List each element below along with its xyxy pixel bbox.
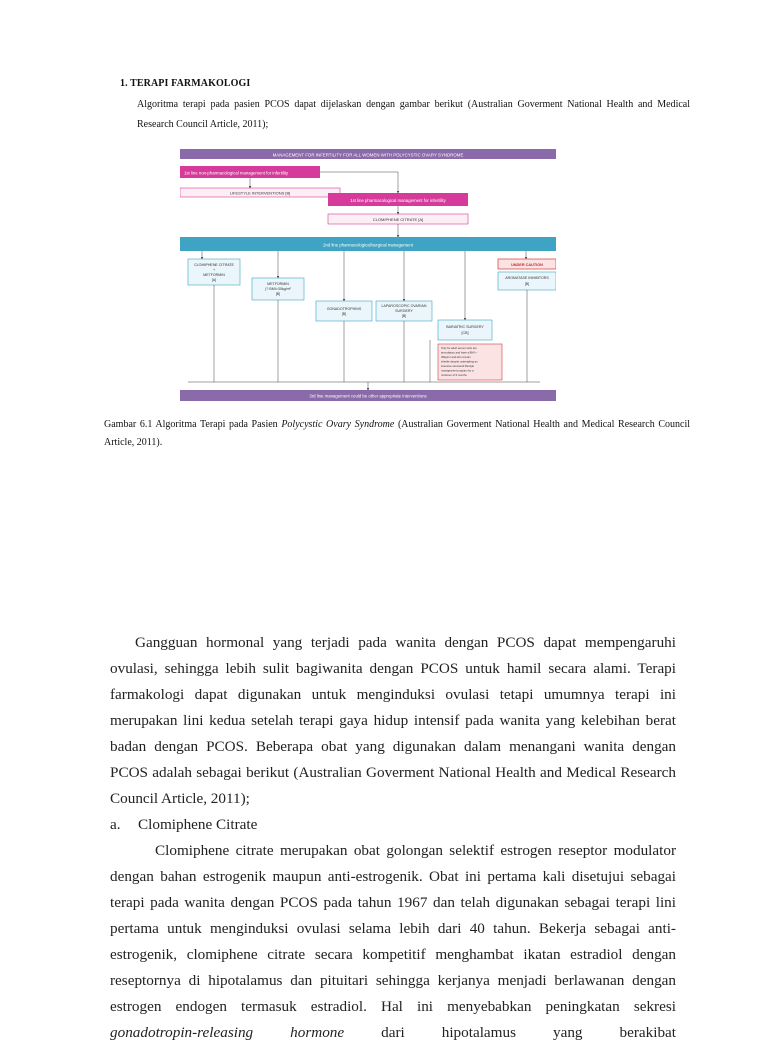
second-line-label: 2nd line pharmacological/surgical management — [323, 242, 413, 248]
p2-start: Clomiphene citrate merupakan obat golongan selektif estrogen reseptor modulator dengan bahan estrogenik maupun anti-estrogenik. Obat ini pertama kali disetujui sebagai terapi pada wanita dengan PCOS pada tahun 1967 dan telah digunakan sebagai terapi lini pertama untuk menginduksi ovulasi selama lebih dari 40 tahun. Bekerja sebagai anti-estrogenik, clomiphene citrate secara kompetitif menghambat ikatan estradiol dengan reseptornya di hipotalamus dan pituitari sehingga kerjanya menjadi berlawanan dengan estrogen endogen termasuk estradiol. Hal ini menyebabkan peningkatan sekresi — [110, 842, 676, 1015]
bariatric-note-line-1: Only for adult women who are — [441, 347, 477, 350]
laparoscopic-line-3: [B] — [401, 314, 407, 318]
figure-caption — [104, 416, 690, 452]
bariatric-line-2: [CB] — [461, 331, 469, 335]
bariatric-box — [438, 320, 492, 340]
clomiphene-metformin-line-2: + — [212, 268, 216, 272]
bariatric-note-line-7: minimum of 6 months — [441, 374, 467, 377]
caption-italic: Polycystic Ovary Syndrome — [281, 419, 395, 430]
subsection-a — [110, 812, 676, 838]
lifestyle-label: LIFESTYLE INTERVENTIONS [B] — [229, 190, 291, 196]
first-line-nonpharm-label: 1st line non-pharmacological management for infertility — [184, 170, 289, 176]
bariatric-note-line-2: anovulatory and have a BMI > — [441, 351, 477, 355]
p2-end: dari hipotalamus yang berakibat — [344, 1024, 677, 1041]
p2-italic: gonadotropin-releasing hormone — [110, 1024, 345, 1041]
body-paragraph-1: Gangguan hormonal yang terjadi pada wanita dengan PCOS dapat mempengaruhi ovulasi, sehingga lebih sulit bagiwanita dengan PCOS untuk hamil secara alami. Terapi farmakologi dapat digunakan untuk menginduksi ovulasi tetapi umumnya terapi ini merupakan lini kedua setelah terapi gaya hidup intensif pada wanita yang kelebihan berat badan dengan PCOS. Beberapa obat yang digunakan dalam menangani wanita dengan PCOS adalah sebagai berikut (Australian Goverment National Health and Medical Research Council Article, 2011); — [110, 634, 676, 807]
bariatric-line-1: BARIATRIC SURGERY — [446, 325, 484, 329]
body-paragraph-2 — [110, 838, 676, 1046]
clomiphene-metformin-line-3: METFORMIN — [203, 273, 225, 277]
clomiphene-label: CLOMIPHENE CITRATE [A] — [372, 217, 424, 222]
under-caution-label: UNDER CAUTION — [511, 263, 543, 267]
section-heading: 1. TERAPI FARMAKOLOGI — [120, 78, 251, 89]
bariatric-note-line-4: infertile despite undertaking an — [441, 360, 478, 364]
caption-text-after: (Australian Goverment National Health and Medical Research Council Article, 2011). — [104, 419, 690, 448]
intro-paragraph: Algoritma terapi pada pasien PCOS dapat dijelaskan dengan gambar berikut (Australian Goverment National Health and Medical Research Council Article, 2011); — [137, 99, 690, 130]
subsection-title: Clomiphene Citrate — [138, 816, 258, 833]
clomiphene-metformin-line-4: [A] — [211, 278, 217, 282]
third-line-label: 3rd line management could be other appropriate interventions — [309, 393, 427, 399]
first-line-pharm-label: 1st line pharmacological management for infertility — [350, 198, 446, 203]
body-text — [110, 630, 676, 1046]
gonadotrophins-line-2: [B] — [341, 312, 347, 316]
aromatase-box — [498, 272, 556, 290]
gonadotrophins-line-1: GONADOTROPHINS — [326, 307, 362, 311]
clomiphene-metformin-line-1: CLOMIPHENE CITRATE — [194, 263, 234, 267]
gonadotrophins-box — [316, 301, 372, 321]
bariatric-note-line-6: management program for a — [441, 369, 474, 373]
laparoscopic-line-2: SURGERY — [395, 309, 413, 313]
aromatase-line-1: AROMATASE INHIBITORS — [505, 276, 549, 280]
subsection-letter: a. — [110, 816, 121, 833]
bariatric-note-line-5: intensive structured lifestyle — [441, 365, 475, 368]
figure-title: MANAGEMENT FOR INFERTILITY FOR ALL WOMEN WITH POLYCYSTIC OVARY SYNDROME — [272, 152, 464, 158]
aromatase-line-2: [B] — [524, 282, 530, 286]
metformin-line-2: (? BMI>30kg/m² — [265, 287, 291, 291]
metformin-line-3: [B] — [275, 292, 281, 296]
bariatric-note-line-3: 35kg/m² and who remain — [441, 356, 471, 359]
caption-text-before: Gambar 6.1 Algoritma Terapi pada Pasien — [104, 419, 282, 430]
metformin-line-1: METFORMIN — [267, 282, 289, 286]
algorithm-figure — [180, 148, 556, 402]
laparoscopic-line-1: LAPAROSCOPIC OVARIAN — [381, 304, 427, 308]
